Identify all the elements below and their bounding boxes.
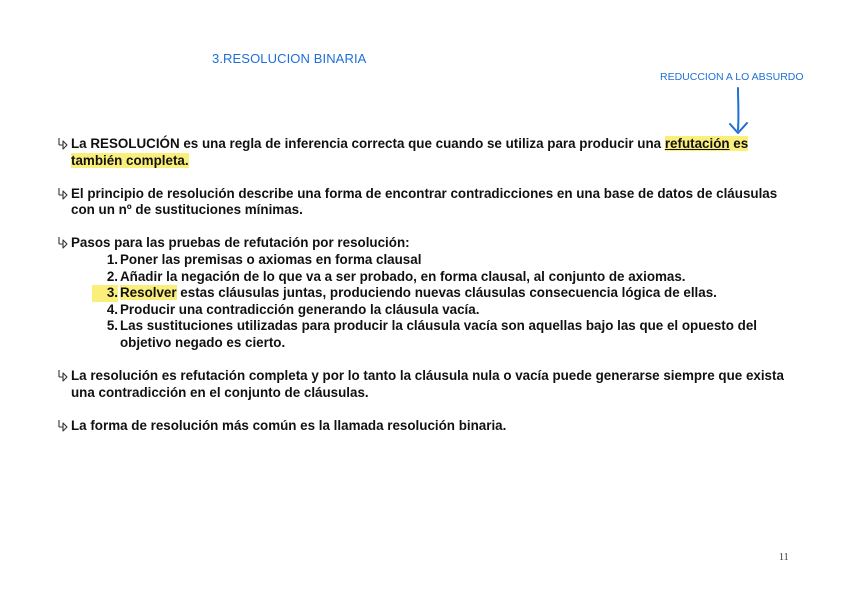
resolucion-term: RESOLUCIÓN xyxy=(90,136,180,151)
bullet-resolucion xyxy=(57,136,797,169)
bullet-text: La forma de resolución más común es la llamada resolución binaria. xyxy=(71,417,507,433)
pointing-hand-icon xyxy=(57,187,69,200)
step-text: Poner las premisas o axiomas en forma clausal xyxy=(120,251,422,267)
pointing-hand-icon xyxy=(57,137,69,150)
page-number: 11 xyxy=(779,552,789,563)
steps-list xyxy=(71,252,797,352)
resolver-highlight: Resolver xyxy=(120,285,177,301)
bullet-text: La xyxy=(71,136,91,151)
refutacion-highlight: refutación xyxy=(664,136,730,151)
list-item xyxy=(71,269,797,286)
list-item xyxy=(71,285,797,302)
step-number: 1. xyxy=(106,251,118,267)
step-number: 5. xyxy=(106,318,118,334)
list-item xyxy=(71,252,797,269)
bullet-principio xyxy=(57,186,797,219)
step-text: Producir una contradicción generando la cláusula vacía. xyxy=(120,301,480,317)
bullet-text: Pasos para las pruebas de refutación por resolución: xyxy=(71,235,410,251)
step-text: Las sustituciones utilizadas para producir la cláusula vacía son aquellas bajo las que el opuesto del objetivo negado es cierto. xyxy=(120,318,757,350)
bullet-resolucion-binaria xyxy=(57,418,797,435)
step-number: 2. xyxy=(106,268,118,284)
step-number: 4. xyxy=(106,301,118,317)
slide-title: 3.RESOLUCION BINARIA xyxy=(212,51,367,66)
step-number: 3. xyxy=(92,285,118,302)
pointing-hand-icon xyxy=(57,236,69,249)
step-text: Añadir la negación de lo que va a ser probado, en forma clausal, al conjunto de axiomas. xyxy=(120,268,686,284)
bullet-text: es una regla de inferencia correcta que cuando se utiliza para producir una xyxy=(179,136,665,151)
bullet-text: La resolución es refutación completa y por lo tanto la cláusula nula o vacía puede generarse siempre que exista una contradicción en el conjunto de cláusulas. xyxy=(71,368,784,400)
down-arrow-icon xyxy=(724,86,752,136)
bullet-refutacion-completa xyxy=(57,368,797,401)
bullet-text-highlighted: es también completa. xyxy=(71,136,749,168)
list-item xyxy=(71,302,797,319)
pointing-hand-icon xyxy=(57,369,69,382)
slide-content xyxy=(57,136,797,451)
step-text: estas cláusulas juntas, produciendo nuevas cláusulas consecuencia lógica de ellas. xyxy=(176,285,717,301)
annotation-reduccion-absurdo: REDUCCION A LO ABSURDO xyxy=(660,71,804,83)
list-item xyxy=(71,318,797,351)
bullet-pasos xyxy=(57,235,797,351)
pointing-hand-icon xyxy=(57,419,69,432)
bullet-text: El principio de resolución describe una forma de encontrar contradicciones en una base de datos de cláusulas con un nº de sustituciones mínimas. xyxy=(71,185,778,218)
